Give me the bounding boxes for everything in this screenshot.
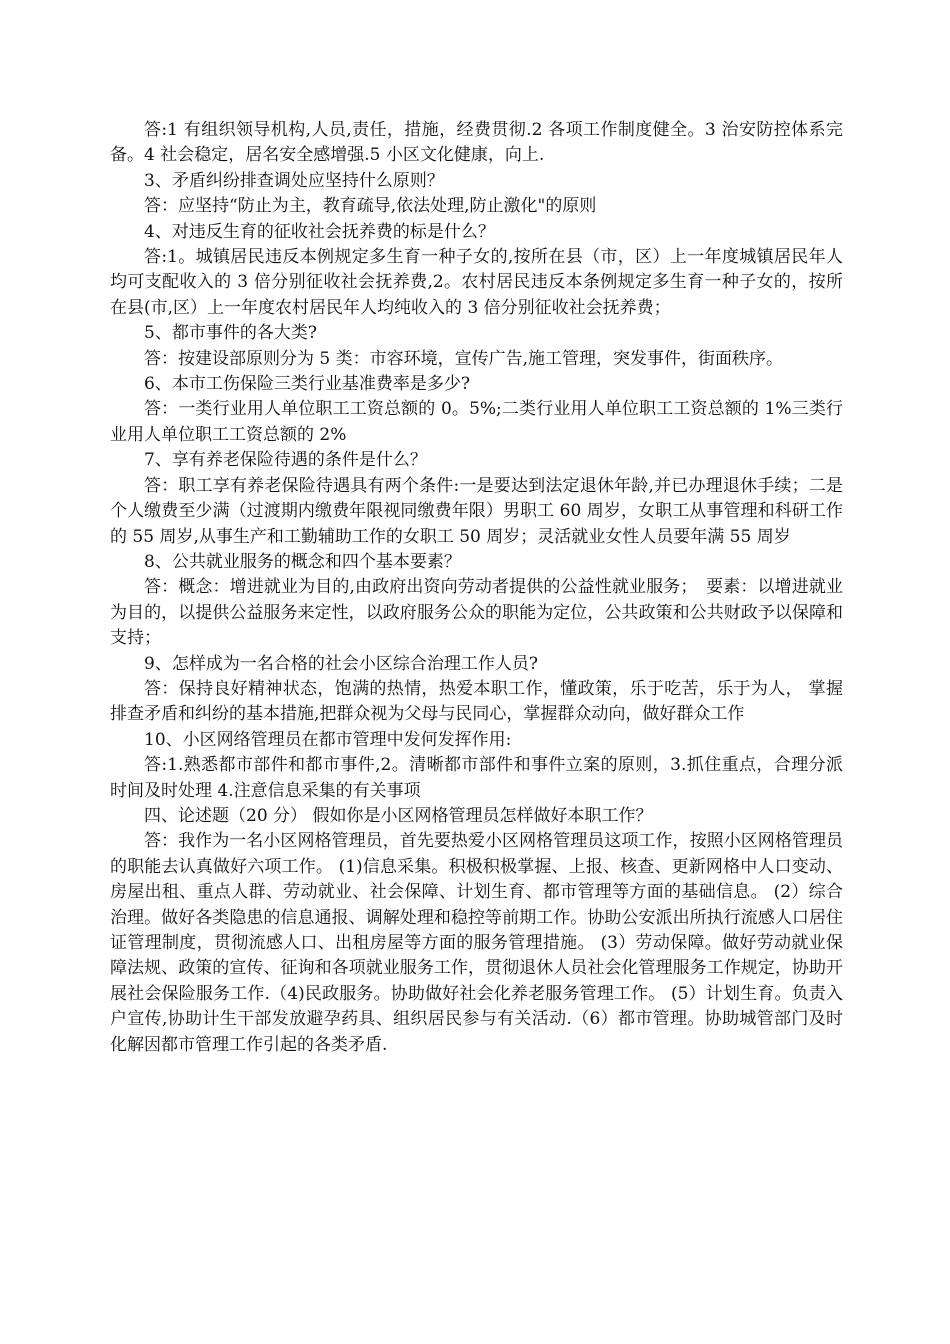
question-6: 6、本市工伤保险三类行业基准费率是多少? xyxy=(144,374,470,395)
answer-4: 答:1。城镇居民违反本例规定多生育一种子女的,按所在县（市，区）上一年度城镇居民年人均可支配收入的 3 倍分别征收社会抚养费,2。农村居民违反本条例规定多生育一种子女的，按所在县(市,区）上一年度农村居民年人均纯收入的 3 倍分别征收社会抚养费； xyxy=(110,247,843,318)
essay-question: 四、论述题（20 分） 假如你是小区网格管理员怎样做好本职工作？ xyxy=(144,805,653,826)
question-8: 8、公共就业服务的概念和四个基本要素？ xyxy=(144,551,461,572)
question-10: 10、小区网络管理员在都市管理中发何发挥作用: xyxy=(144,729,512,750)
answer-9: 答：保持良好精神状态，饱满的热情，热爱本职工作，懂政策，乐于吃苦，乐于为人， 掌握排查矛盾和纠纷的基本措施,把群众视为父母与民同心，掌握群众动向，做好群众工作 xyxy=(110,678,843,725)
essay-answer: 答：我作为一名小区网格管理员，首先要热爱小区网格管理员这项工作，按照小区网格管理员的职能去认真做好六项工作。 (1)信息采集。积极积极掌握、上报、核查、更新网格中人口变动、房屋出租、重点人群、劳动就业、社会保障、计划生育、都市管理等方面的基础信息。 (2）综合治理。做好各类隐患的信息通报、调解处理和稳控等前期工作。协助公安派出所执行流感人口居住证管理制度，贯彻流感人口、出租房屋等方面的服务管理措施。 (3）劳动保障。做好劳动就业保障法规、政策的宣传、征询和各项就业服务工作，贯彻退休人员社会化管理服务工作规定，协助开展社会保险服务工作.（4)民政服务。协助做好社会化养老服务管理工作。 (5）计划生育。负责入户宣传,协助计生干部发放避孕药具、组织居民参与有关活动.（6）都市管理。协助城管部门及时化解因都市管理工作引起的各类矛盾. xyxy=(110,831,843,1055)
answer-3: 答：应坚持“防止为主，教育疏导,依法处理,防止激化"的原则 xyxy=(144,196,597,217)
document-body xyxy=(110,118,843,1058)
question-4: 4、对违反生育的征收社会抚养费的标是什么？ xyxy=(144,221,495,242)
answer-7: 答：职工享有养老保险待遇具有两个条件:一是要达到法定退休年龄,并已办理退休手续；二是个人缴费至少满（过渡期内缴费年限视同缴费年限）男职工 60 周岁，女职工从事管理和科研工作的 55 周岁,从事生产和工勤辅助工作的女职工 50 周岁；灵活就业女性人员要年满 55 周岁 xyxy=(110,475,843,547)
answer-5: 答：按建设部原则分为 5 类：市容环境，宣传广告,施工管理，突发事件，街面秩序。 xyxy=(144,348,784,369)
question-9: 9、怎样成为一名合格的社会小区综合治理工作人员? xyxy=(144,653,538,674)
question-7: 7、享有养老保险待遇的条件是什么？ xyxy=(144,450,427,471)
question-5: 5、都市事件的各大类? xyxy=(144,323,317,344)
answer-10: 答:1.熟悉都市部件和都市事件,2。清晰都市部件和事件立案的原则，3.抓住重点，合理分派时间及时处理 4.注意信息采集的有关事项 xyxy=(110,755,843,801)
question-3: 3、矛盾纠纷排查调处应坚持什么原则？ xyxy=(144,170,444,191)
answer-8: 答：概念：增进就业为目的,由政府出资向劳动者提供的公益性就业服务； 要素：以增进就业为目的，以提供公益服务来定性，以政府服务公众的职能为定位，公共政策和公共财政予以保障和支持； xyxy=(110,577,843,649)
answer-paragraph: 答:1 有组织领导机构,人员,责任，措施，经费贯彻.2 各项工作制度健全。3 治安防控体系完备。4 社会稳定，居名安全感增强.5 小区文化健康，向上. xyxy=(110,120,843,166)
answer-6: 答：一类行业用人单位职工工资总额的 0。5%;二类行业用人单位职工工资总额的 1%三类行业用人单位职工工资总额的 2% xyxy=(110,399,843,445)
